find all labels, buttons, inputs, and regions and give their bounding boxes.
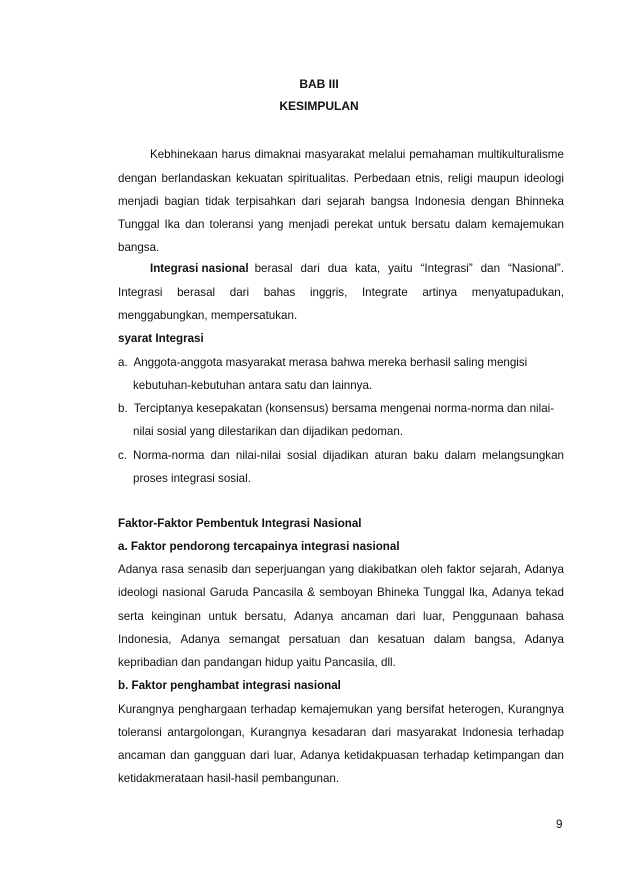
syarat-item-c-line2: proses integrasi sosial. xyxy=(133,472,251,485)
word: kemajemukan xyxy=(491,218,564,231)
word: Ika, xyxy=(468,586,488,599)
word: ketimpangan xyxy=(473,749,541,762)
word: dari xyxy=(300,262,320,275)
word: dalam xyxy=(433,633,466,646)
syarat-heading: syarat Integrasi xyxy=(118,332,204,345)
syarat-item-a-line2: kebutuhan-kebutuhan antara satu dan lainnya. xyxy=(133,379,373,392)
word: Norma-norma xyxy=(133,449,205,462)
word: bahasa xyxy=(525,610,564,623)
word: dengan xyxy=(470,195,510,208)
word: luar, xyxy=(423,610,445,623)
word: kata, xyxy=(355,262,381,275)
word: dan xyxy=(185,218,205,231)
word: serta xyxy=(118,610,144,623)
word: Kebhinekaan xyxy=(150,148,218,161)
word: multikulturalisme xyxy=(477,148,564,161)
word: & xyxy=(307,586,315,599)
word: Adanya xyxy=(491,586,532,599)
faktor-a-line xyxy=(118,633,564,646)
word: dalam xyxy=(455,218,487,231)
word: dimaknai xyxy=(254,148,301,161)
word: dan xyxy=(480,262,501,275)
word: toleransi xyxy=(118,726,162,739)
chapter-label: BAB III xyxy=(299,77,339,91)
word: Kurangnya xyxy=(250,726,307,739)
faktor-a-last-line: kepribadian dan pandangan hidup yaitu Pancasila, dll. xyxy=(118,656,396,669)
word: berasal xyxy=(254,262,293,275)
word: Tunggal xyxy=(423,586,465,599)
word: harus xyxy=(221,148,251,161)
para2-line1 xyxy=(150,262,564,275)
word: heterogen, xyxy=(448,703,504,716)
word: dan xyxy=(544,749,564,762)
word: bangsa, xyxy=(474,633,516,646)
syarat-item-a-line1 xyxy=(118,356,564,369)
word: seperjuangan xyxy=(254,563,326,576)
chapter-title: KESIMPULAN xyxy=(279,99,359,113)
word: etnis, xyxy=(415,172,444,185)
word: untuk xyxy=(208,610,237,623)
word: maupun xyxy=(477,172,520,185)
word: ideologi xyxy=(523,172,564,185)
para2-line3: menggabungkan, mempersatukan. xyxy=(118,309,298,322)
word: Perbedaan xyxy=(353,172,411,185)
word: Indonesia xyxy=(414,195,466,208)
word: aturan xyxy=(374,449,408,462)
word: yaitu xyxy=(388,262,413,275)
word: ancaman xyxy=(340,610,389,623)
word: yang xyxy=(376,703,403,716)
word: antargolongan, xyxy=(167,726,245,739)
syarat-item-b-text: Terciptanya kesepakatan (konsensus) bersama mengenai norma-norma dan nilai- xyxy=(133,402,555,415)
word: rasa xyxy=(161,563,184,576)
word: Bhineka xyxy=(377,586,419,599)
word: menyatupadukan, xyxy=(471,286,564,299)
syarat-marker-a: a. xyxy=(118,356,128,369)
faktor-a-line xyxy=(118,563,564,576)
syarat-item-a-text: Anggota-anggota masyarakat merasa bahwa mereka berhasil saling mengisi xyxy=(133,356,528,369)
word: bahas xyxy=(263,286,296,299)
faktor-b-line xyxy=(118,703,564,716)
word: nilai-nilai xyxy=(235,449,281,462)
word: pemahaman xyxy=(409,148,474,161)
word: Integrasi xyxy=(118,286,163,299)
word: kemajemukan xyxy=(300,703,373,716)
word: untuk xyxy=(377,218,407,231)
word: yang xyxy=(258,218,284,231)
word: dari xyxy=(371,726,392,739)
word: terhadap xyxy=(423,749,470,762)
word: diakibatkan xyxy=(358,563,417,576)
word: persatuan xyxy=(288,633,341,646)
word: Kurangnya xyxy=(507,703,564,716)
faktor-b-line xyxy=(118,726,564,739)
word: Garuda xyxy=(209,586,249,599)
word: dan xyxy=(231,563,251,576)
word: dua xyxy=(327,262,348,275)
word: dan xyxy=(210,449,230,462)
para2-line2 xyxy=(118,286,564,299)
syarat-marker-b: b. xyxy=(118,402,128,415)
syarat-item-c-line1 xyxy=(118,449,564,462)
word: Adanya xyxy=(524,633,564,646)
word: keinginan xyxy=(151,610,201,623)
word: dari xyxy=(250,749,270,762)
para2-line1-rest xyxy=(255,262,564,275)
word: terhadap xyxy=(250,703,297,716)
word: tidak xyxy=(205,195,230,208)
faktor-a-heading: a. Faktor pendorong tercapainya integrasi nasional xyxy=(118,540,400,553)
word: bagian xyxy=(164,195,200,208)
word: berasal xyxy=(177,286,216,299)
word: dengan xyxy=(118,172,157,185)
page-number: 9 xyxy=(556,818,563,831)
faktor-heading: Faktor-Faktor Pembentuk Integrasi Nasional xyxy=(118,517,362,530)
word: bangsa xyxy=(370,195,409,208)
word: masyarakat xyxy=(304,148,365,161)
word: Tunggal xyxy=(118,218,160,231)
word: berlandaskan xyxy=(161,172,232,185)
word: Integrate xyxy=(361,286,408,299)
para1-line xyxy=(118,195,564,208)
word: Indonesia, xyxy=(118,633,172,646)
word: semangat xyxy=(228,633,280,646)
syarat-item-b-line2: nilai sosial yang dilestarikan dan dijadikan pedoman. xyxy=(133,425,404,438)
word: Indonesia xyxy=(462,726,513,739)
word: dijadikan xyxy=(322,449,369,462)
word: bersatu, xyxy=(244,610,287,623)
word: baku xyxy=(413,449,439,462)
word: “Integrasi” xyxy=(420,262,473,275)
word: kekuatan xyxy=(235,172,283,185)
word: sejarah xyxy=(326,195,365,208)
word: gangguan xyxy=(194,749,246,762)
syarat-item-c-text xyxy=(133,449,564,462)
para1-line xyxy=(150,148,564,161)
word: penghargaan xyxy=(178,703,247,716)
word: melalui xyxy=(368,148,406,161)
word: artinya xyxy=(422,286,458,299)
word: luar, xyxy=(273,749,296,762)
word: dalam xyxy=(444,449,477,462)
word: spiritualitas. xyxy=(287,172,350,185)
faktor-a-line xyxy=(118,586,564,599)
word: Adanya xyxy=(300,749,340,762)
word: toleransi xyxy=(209,218,254,231)
word: dan xyxy=(349,633,369,646)
word: terpisahkan xyxy=(235,195,296,208)
word: faktor xyxy=(446,563,476,576)
word: Adanya xyxy=(180,633,220,646)
word: nasional xyxy=(162,586,206,599)
faktor-b-line xyxy=(118,749,564,762)
term-integrasi-nasional: Integrasi nasional xyxy=(150,262,249,275)
word: Adanya xyxy=(524,563,564,576)
word: kesadaran xyxy=(312,726,367,739)
faktor-a-line xyxy=(118,610,564,623)
word: ideologi xyxy=(118,586,158,599)
word: Ika xyxy=(164,218,180,231)
word: Adanya xyxy=(118,563,158,576)
word: melangsungkan xyxy=(482,449,564,462)
word: menjadi xyxy=(288,218,330,231)
faktor-b-last-line: ketidakmerataan hasil-hasil pembangunan. xyxy=(118,772,340,785)
word: senasib xyxy=(187,563,228,576)
word: bersatu xyxy=(411,218,451,231)
word: “Nasional”. xyxy=(507,262,564,275)
word: dari xyxy=(396,610,416,623)
word: semboyan xyxy=(319,586,373,599)
para1-last-line: bangsa. xyxy=(118,241,160,254)
word: Pancasila xyxy=(252,586,303,599)
word: Penggunaan xyxy=(452,610,519,623)
word: Adanya xyxy=(293,610,334,623)
syarat-item-b-line1 xyxy=(118,402,564,415)
word: dan xyxy=(170,749,190,762)
word: sosial xyxy=(287,449,317,462)
word: dari xyxy=(301,195,321,208)
syarat-marker-c: c. xyxy=(118,449,128,462)
word: tekad xyxy=(535,586,564,599)
para1-line xyxy=(118,172,564,185)
word: terhadap xyxy=(518,726,564,739)
word: masyarakat xyxy=(396,726,457,739)
word: bersifat xyxy=(406,703,445,716)
word: perekat xyxy=(334,218,373,231)
word: Bhinneka xyxy=(515,195,564,208)
word: menjadi xyxy=(118,195,159,208)
faktor-b-heading: b. Faktor penghambat integrasi nasional xyxy=(118,679,341,692)
word: dari xyxy=(229,286,250,299)
word: Kurangnya xyxy=(118,703,175,716)
word: inggris, xyxy=(309,286,348,299)
word: oleh xyxy=(420,563,443,576)
para1-line xyxy=(118,218,564,231)
word: religi xyxy=(447,172,473,185)
word: sejarah, xyxy=(479,563,521,576)
word: ketidakpuasan xyxy=(344,749,419,762)
word: yang xyxy=(329,563,355,576)
word: kesatuan xyxy=(377,633,425,646)
word: ancaman xyxy=(118,749,166,762)
